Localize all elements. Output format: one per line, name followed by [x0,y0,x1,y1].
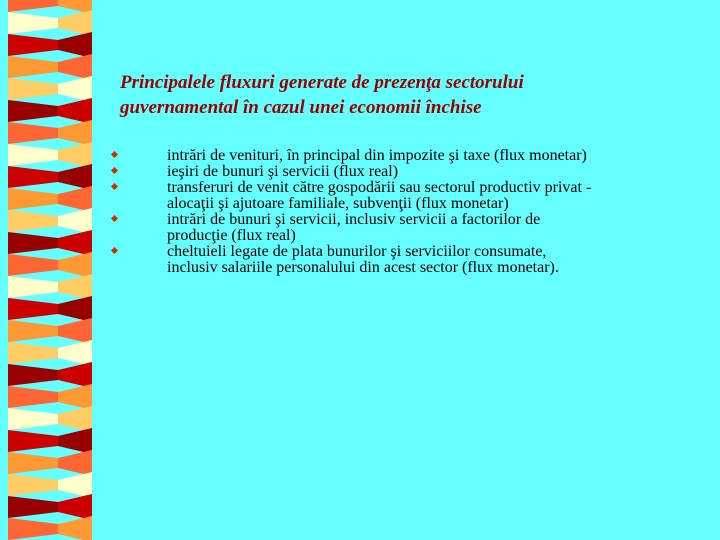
ribbon-wedge [58,32,92,58]
bullet-icon [111,215,118,222]
bullet-icon [111,167,118,174]
ribbon-wedge [8,364,58,386]
ribbon-wedge [58,384,92,410]
ribbon-wedge [8,342,58,364]
ribbon-wedge [8,122,58,144]
decorative-ribbon [0,0,110,540]
ribbon-wedge [8,298,58,320]
ribbon-wedge [8,254,58,276]
ribbon-wedge [8,408,58,430]
ribbon-wedge [58,428,92,454]
ribbon-wedge [58,142,92,168]
ribbon-wedge [8,320,58,342]
ribbon-wedge [8,496,58,518]
ribbon-wedge [8,34,58,56]
ribbon-wedge [8,56,58,78]
ribbon-wedge [8,210,58,232]
ribbon-wedge [58,296,92,322]
ribbon-wedge [58,318,92,344]
list-item: cheltuieli legate de plata bunurilor şi serviciilor consumate, inclusiv salariile personalului din acest sector (flux monetar). [112,244,592,276]
list-item: intrări de bunuri şi servicii, inclusiv servicii a factorilor de producţie (flux real) [112,212,592,244]
ribbon-wedge [58,98,92,124]
ribbon-wedge [58,274,92,300]
ribbon-wedge [58,186,92,212]
ribbon-wedge [8,12,58,34]
list-item: ieşiri de bunuri şi servicii (flux real) [112,164,592,180]
slide-title [120,70,680,120]
ribbon-wedge [8,144,58,166]
list-item: intrări de venituri, în principal din impozite şi taxe (flux monetar) [112,148,592,164]
ribbon-wedge [58,10,92,36]
title-line-1: Principalele fluxuri generate de prezenţa sectorului [120,72,524,93]
ribbon-wedge [58,164,92,190]
ribbon-wedge [8,518,58,540]
ribbon-wedge [8,276,58,298]
ribbon-wedge [8,78,58,100]
list-item: transferuri de venit către gospodării sau sectorul productiv privat - alocaţii şi ajutoare familiale, subvenţii (flux monetar) [112,180,592,212]
ribbon-wedge [8,232,58,254]
ribbon-wedge [58,340,92,366]
ribbon-wedge [8,430,58,452]
ribbon-wedge [58,362,92,388]
ribbon-wedge [58,230,92,256]
ribbon-wedge [8,100,58,122]
ribbon-wedge [8,452,58,474]
title-line-2: guvernamental în cazul unei economii închise [120,97,482,118]
ribbon-wedge [58,120,92,146]
ribbon-wedge [58,76,92,102]
ribbon-wedge [58,472,92,498]
bullet-list [112,148,592,276]
ribbon-wedge [8,474,58,496]
ribbon-wedge [8,188,58,210]
ribbon-wedge [58,252,92,278]
ribbon-wedge [58,450,92,476]
bullet-icon [111,151,118,158]
ribbon-wedge [8,166,58,188]
ribbon-wedge [8,386,58,408]
ribbon-wedge [58,54,92,80]
ribbon-wedge [58,494,92,520]
bullet-icon [111,247,118,254]
ribbon-wedge [58,406,92,432]
ribbon-wedge [8,0,58,12]
ribbon-wedge [58,208,92,234]
ribbon-wedge [58,516,92,540]
bullet-icon [111,183,118,190]
